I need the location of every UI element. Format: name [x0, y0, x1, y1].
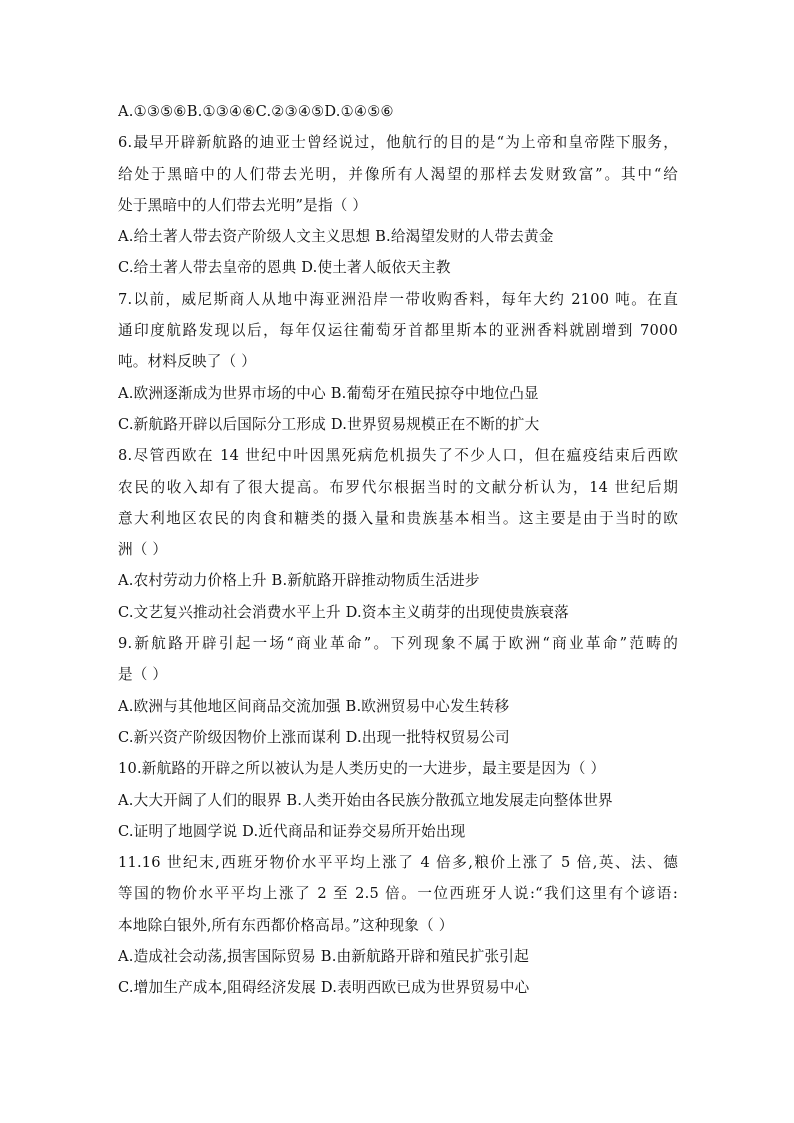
q6-stem-line-3: 处于黑暗中的人们带去光明”是指（ ）	[118, 196, 368, 214]
q10-options-cd: C.证明了地圆学说 D.近代商品和证券交易所开始出现	[118, 822, 466, 840]
q8-options-cd: C.文艺复兴推动社会消费水平上升 D.资本主义萌芽的出现使贵族衰落	[118, 603, 569, 621]
q8-stem-line-4: 洲（ ）	[118, 541, 168, 559]
q7-stem-line-1: 7.以前，威尼斯商人从地中海亚洲沿岸一带收购香料，每年大约 2100 吨。在直	[118, 290, 678, 308]
q5-options: A.①③⑤⑥B.①③④⑥C.②③④⑤D.①④⑤⑥	[118, 103, 394, 120]
q9-stem-line-1: 9.新航路开辟引起一场“商业革命”。下列现象不属于欧洲“商业革命”范畴的	[118, 635, 678, 653]
q10-options-ab: A.大大开阔了人们的眼界 B.人类开始由各民族分散孤立地发展走向整体世界	[118, 791, 613, 809]
q9-options-ab: A.欧洲与其他地区间商品交流加强 B.欧洲贸易中心发生转移	[118, 697, 510, 715]
q7-options-ab: A.欧洲逐渐成为世界市场的中心 B.葡萄牙在殖民掠夺中地位凸显	[118, 384, 539, 402]
q11-options-ab: A.造成社会动荡,损害国际贸易 B.由新航路开辟和殖民扩张引起	[118, 948, 529, 966]
q8-stem-line-3: 意大利地区农民的肉食和糖类的摄入量和贵族基本相当。这主要是由于当时的欧	[118, 509, 678, 527]
q9-options-cd: C.新兴资产阶级因物价上涨而谋利 D.出现一批特权贸易公司	[118, 728, 510, 746]
q7-stem-line-3: 吨。材料反映了（ ）	[118, 353, 256, 371]
q7-options-cd: C.新航路开辟以后国际分工形成 D.世界贸易规模正在不断的扩大	[118, 415, 540, 433]
q8-stem-line-1: 8.尽管西欧在 14 世纪中叶因黑死病危机损失了不少人口，但在瘟疫结束后西欧	[118, 447, 678, 465]
q11-stem-line-3: 本地除白银外,所有东西都价格高昂。”这种现象（ ）	[118, 916, 454, 934]
q10-stem-line-1: 10.新航路的开辟之所以被认为是人类历史的一大进步，最主要是因为（ ）	[118, 760, 606, 778]
q8-stem-line-2: 农民的收入却有了很大提高。布罗代尔根据当时的文献分析认为，14 世纪后期	[118, 478, 678, 496]
q11-options-cd: C.增加生产成本,阻碍经济发展 D.表明西欧已成为世界贸易中心	[118, 979, 530, 997]
question-list	[118, 96, 678, 1004]
q6-options-cd: C.给土著人带去皇帝的恩典 D.使土著人皈依天主教	[118, 259, 451, 277]
q11-stem-line-1: 11.16 世纪末,西班牙物价水平平均上涨了 4 倍多,粮价上涨了 5 倍,英、法、德	[118, 854, 678, 872]
q6-stem-line-2: 给处于黑暗中的人们带去光明，并像所有人渴望的那样去发财致富”。其中“给	[118, 165, 678, 183]
q8-options-ab: A.农村劳动力价格上升 B.新航路开辟推动物质生活进步	[118, 572, 480, 590]
q9-stem-line-2: 是（ ）	[118, 666, 168, 684]
q7-stem-line-2: 通印度航路发现以后，每年仅运往葡萄牙首都里斯本的亚洲香料就剧增到 7000	[118, 322, 678, 340]
q6-stem-line-1: 6.最早开辟新航路的迪亚士曾经说过，他航行的目的是“为上帝和皇帝陛下服务，	[118, 134, 678, 152]
q11-stem-line-2: 等国的物价水平平均上涨了 2 至 2.5 倍。一位西班牙人说:“我们这里有个谚语:	[118, 885, 678, 903]
q6-options-ab: A.给土著人带去资产阶级人文主义思想 B.给渴望发财的人带去黄金	[118, 228, 554, 246]
